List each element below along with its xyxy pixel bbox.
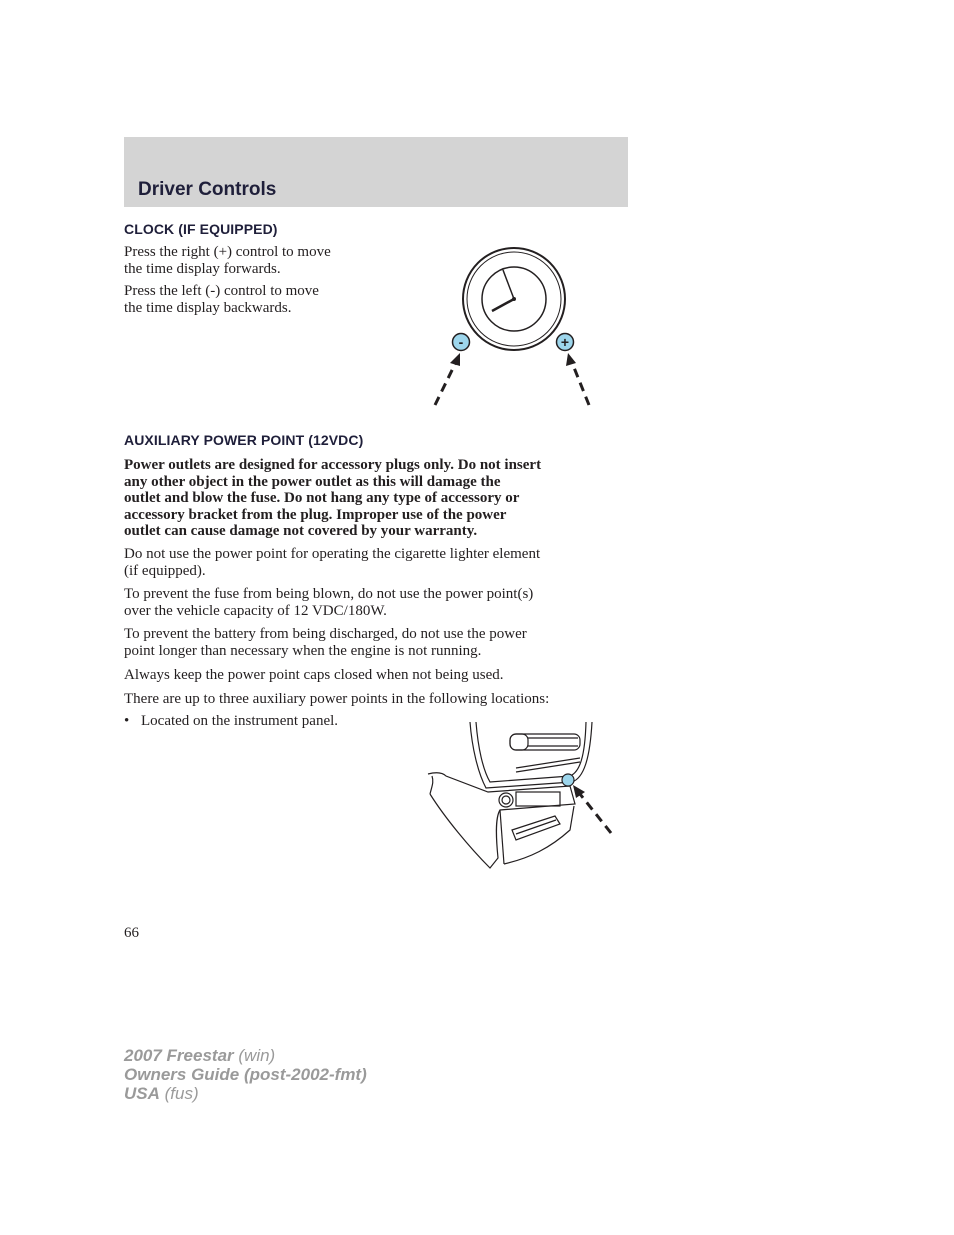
clock-heading: CLOCK (IF EQUIPPED) — [124, 221, 278, 237]
section-header-bar — [124, 137, 628, 207]
clock-para2-line2: the time display backwards. — [124, 299, 292, 316]
bullet-icon: • — [124, 713, 130, 729]
clock-para1-line1: Press the right (+) control to move — [124, 244, 331, 260]
document-footer — [124, 1046, 367, 1103]
power-outlet-icon — [562, 774, 574, 786]
warning-line: any other object in the power outlet as this will damage the — [124, 473, 501, 490]
clock-paragraph-backward — [124, 283, 319, 316]
footer-guide-line — [124, 1065, 367, 1084]
aux-paragraph-caps: Always keep the power point caps closed when not being used. — [124, 667, 504, 683]
warning-line: outlet and blow the fuse. Do not hang any type of accessory or — [124, 490, 520, 506]
aux-paragraph-battery — [124, 626, 527, 659]
aux-paragraph-locations: There are up to three auxiliary power points in the following locations: — [124, 691, 550, 707]
warning-line: Power outlets are designed for accessory plugs only. Do not insert — [124, 457, 542, 473]
footer-model-suffix: (win) — [238, 1046, 276, 1065]
svg-text:+: + — [560, 334, 570, 350]
warning-line: outlet can cause damage not covered by your warranty. — [124, 523, 478, 539]
clock-para2-line1: Press the left (-) control to move — [124, 283, 319, 299]
aux-warning — [124, 457, 634, 540]
text-line: To prevent the battery from being discharged, do not use the power — [124, 626, 527, 642]
footer-region-line — [124, 1084, 367, 1103]
arrow-pointer-outlet-icon — [573, 785, 611, 833]
aux-paragraph-fuse — [124, 586, 533, 619]
clock-illustration — [420, 245, 620, 415]
arrow-pointer-minus-icon — [435, 353, 460, 405]
section-title: Driver Controls — [138, 179, 277, 200]
list-item-text: Located on the instrument panel. — [141, 713, 339, 729]
aux-paragraph-lighter — [124, 546, 540, 579]
page-number: 66 — [124, 925, 139, 941]
clock-plus-button — [557, 334, 574, 351]
footer-region-suffix: (fus) — [164, 1084, 199, 1103]
text-line: (if equipped). — [124, 562, 206, 579]
instrument-panel-illustration — [420, 718, 620, 878]
text-line: over the vehicle capacity of 12 VDC/180W. — [124, 602, 387, 619]
footer-model: 2007 Freestar — [124, 1046, 234, 1065]
arrow-pointer-plus-icon — [566, 353, 589, 405]
clock-paragraph-forward — [124, 244, 331, 277]
clock-minus-button — [453, 334, 470, 351]
clock-para1-line2: the time display forwards. — [124, 260, 281, 277]
text-line: point longer than necessary when the engine is not running. — [124, 642, 482, 659]
footer-region: USA — [124, 1084, 160, 1103]
warning-line: accessory bracket from the plug. Improper use of the power — [124, 506, 507, 523]
svg-text:-: - — [458, 334, 464, 350]
aux-power-heading: AUXILIARY POWER POINT (12VDC) — [124, 432, 364, 448]
text-line: To prevent the fuse from being blown, do not use the power point(s) — [124, 586, 534, 602]
text-line: Do not use the power point for operating the cigarette lighter element — [124, 546, 541, 562]
footer-model-line — [124, 1046, 367, 1065]
footer-guide: Owners Guide (post-2002-fmt) — [124, 1065, 367, 1084]
